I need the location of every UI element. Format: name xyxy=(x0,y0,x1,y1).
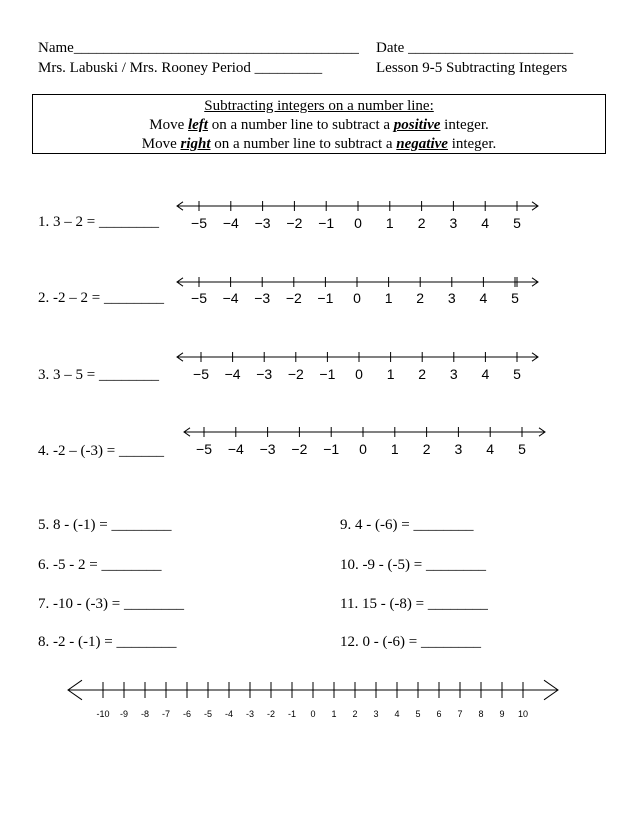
rules-line-1: Move left on a number line to subtract a positive integer. xyxy=(149,117,489,133)
number-line-5 xyxy=(68,680,558,719)
tick-label: −5 xyxy=(196,441,212,457)
answer-blank[interactable]: ______ xyxy=(118,443,164,459)
problem-12: 12. 0 - (-6) = ________ xyxy=(340,634,481,650)
answer-blank[interactable]: ________ xyxy=(101,557,162,573)
tick-label: -9 xyxy=(119,709,129,719)
tick-label: 2 xyxy=(416,290,425,306)
tick-label: 3 xyxy=(447,290,456,306)
tick-label: 1 xyxy=(385,215,394,231)
date-blank[interactable]: ______________________ xyxy=(408,40,574,56)
number-line-3 xyxy=(177,352,538,382)
tick-label: −3 xyxy=(254,290,271,306)
tick-label: −5 xyxy=(193,366,209,382)
tick-label: 4 xyxy=(479,290,488,306)
keyword-left: left xyxy=(187,117,208,133)
tick-label: −4 xyxy=(227,441,244,457)
answer-blank[interactable]: ________ xyxy=(103,290,164,306)
tick-label: −3 xyxy=(259,441,276,457)
tick-label: 1 xyxy=(390,441,399,457)
answer-blank[interactable]: ________ xyxy=(98,367,159,383)
tick-label: 4 xyxy=(481,215,490,231)
answer-blank[interactable]: ________ xyxy=(111,517,172,533)
tick-label: 2 xyxy=(417,215,426,231)
tick-label: −5 xyxy=(191,290,207,306)
tick-label: -2 xyxy=(266,709,276,719)
answer-blank[interactable]: ________ xyxy=(116,634,177,650)
tick-label: 0 xyxy=(359,441,367,457)
problem-4: 4. -2 – (-3) = ______ xyxy=(38,443,164,459)
tick-label: −4 xyxy=(222,215,239,231)
answer-blank[interactable]: ________ xyxy=(413,517,474,533)
tick-label: −1 xyxy=(323,441,340,457)
tick-label: 1 xyxy=(386,366,395,382)
tick-label: -8 xyxy=(140,709,150,719)
problem-1: 1. 3 – 2 = ________ xyxy=(38,214,159,230)
keyword-negative: negative xyxy=(396,136,448,152)
tick-label: −2 xyxy=(286,215,303,231)
tick-label: -4 xyxy=(224,709,234,719)
tick-label: 0 xyxy=(355,366,363,382)
date-label: Date xyxy=(376,40,405,56)
tick-label: 3 xyxy=(373,709,379,719)
tick-label: −3 xyxy=(256,366,273,382)
tick-label: -3 xyxy=(245,709,255,719)
tick-label: -7 xyxy=(161,709,171,719)
tick-label: 8 xyxy=(478,709,484,719)
problem-3: 3. 3 – 5 = ________ xyxy=(38,367,159,383)
tick-label: 5 xyxy=(415,709,421,719)
tick-label: 5 xyxy=(511,290,519,306)
problem-10: 10. -9 - (-5) = ________ xyxy=(340,557,486,573)
tick-label: 5 xyxy=(513,366,521,382)
tick-label: 3 xyxy=(449,366,458,382)
problem-2: 2. -2 – 2 = ________ xyxy=(38,290,164,306)
answer-blank[interactable]: ________ xyxy=(123,596,184,612)
tick-label: 4 xyxy=(481,366,490,382)
problem-7: 7. -10 - (-3) = ________ xyxy=(38,596,184,612)
tick-label: −2 xyxy=(287,366,304,382)
number-line-2 xyxy=(177,277,538,306)
tick-label: 0 xyxy=(353,290,361,306)
problem-6: 6. -5 - 2 = ________ xyxy=(38,557,162,573)
keyword-right: right xyxy=(180,136,211,152)
tick-label: 4 xyxy=(394,709,400,719)
tick-label: 5 xyxy=(513,215,521,231)
tick-label: -1 xyxy=(287,709,297,719)
tick-label: −2 xyxy=(285,290,302,306)
answer-blank[interactable]: ________ xyxy=(425,557,486,573)
tick-label: −5 xyxy=(191,215,207,231)
number-line-1 xyxy=(177,201,538,231)
tick-label: −1 xyxy=(319,366,336,382)
number-line-4 xyxy=(184,427,545,457)
tick-label: 6 xyxy=(436,709,442,719)
tick-label: 10 xyxy=(517,709,529,719)
tick-label: −1 xyxy=(318,215,335,231)
tick-label: 3 xyxy=(449,215,458,231)
tick-label: −4 xyxy=(222,290,239,306)
answer-blank[interactable]: ________ xyxy=(420,634,481,650)
problem-8: 8. -2 - (-1) = ________ xyxy=(38,634,177,650)
tick-label: 2 xyxy=(352,709,358,719)
rules-title: Subtracting integers on a number line: xyxy=(204,98,434,114)
rules-line-2: Move right on a number line to subtract a negative integer. xyxy=(141,136,497,152)
answer-blank[interactable]: ________ xyxy=(427,596,488,612)
keyword-positive: positive xyxy=(393,117,441,133)
tick-label: −2 xyxy=(291,441,308,457)
tick-label: -6 xyxy=(182,709,192,719)
teacher-label: Mrs. Labuski / Mrs. Rooney Period xyxy=(38,60,251,76)
tick-label: -5 xyxy=(203,709,213,719)
tick-label: 9 xyxy=(499,709,505,719)
answer-blank[interactable]: ________ xyxy=(98,214,159,230)
tick-label: 7 xyxy=(457,709,463,719)
tick-label: 1 xyxy=(331,709,337,719)
tick-label: −3 xyxy=(254,215,271,231)
period-blank[interactable]: _________ xyxy=(254,60,323,76)
problem-5: 5. 8 - (-1) = ________ xyxy=(38,517,172,533)
tick-label: 4 xyxy=(486,441,495,457)
tick-label: 0 xyxy=(354,215,362,231)
problem-9: 9. 4 - (-6) = ________ xyxy=(340,517,474,533)
tick-label: −4 xyxy=(224,366,241,382)
tick-label: -10 xyxy=(96,709,110,719)
tick-label: 1 xyxy=(384,290,393,306)
name-label: Name xyxy=(38,40,74,56)
tick-label: 3 xyxy=(454,441,463,457)
tick-label: 5 xyxy=(518,441,526,457)
tick-label: 0 xyxy=(310,709,316,719)
problem-11: 11. 15 - (-8) = ________ xyxy=(340,596,488,612)
tick-label: 2 xyxy=(422,441,431,457)
lesson-title: Lesson 9-5 Subtracting Integers xyxy=(376,60,568,76)
name-blank[interactable]: ______________________________________ xyxy=(73,40,359,56)
tick-label: −1 xyxy=(317,290,334,306)
tick-label: 2 xyxy=(418,366,427,382)
